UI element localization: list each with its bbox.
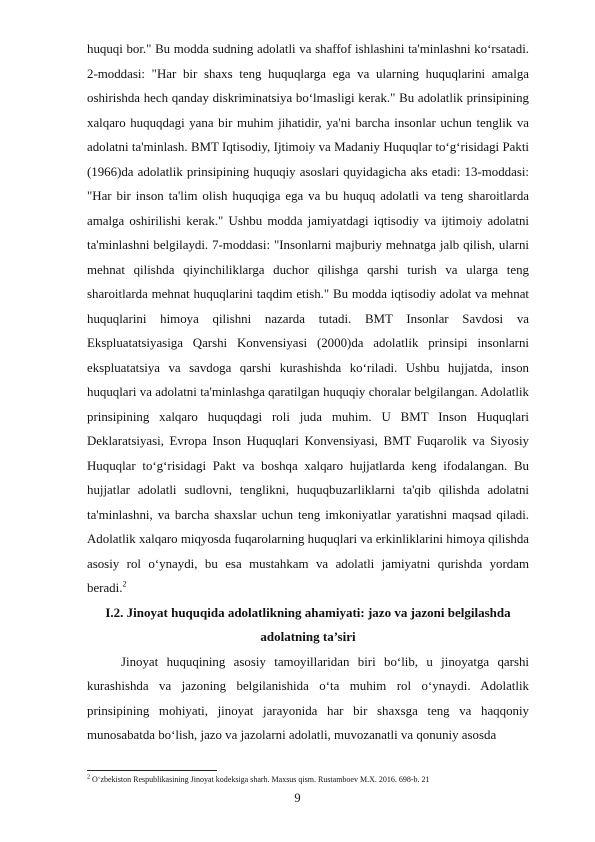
section-heading-line-2: adolatning ta’siri [260, 629, 356, 644]
footnote-number: 2 [87, 774, 90, 781]
footnote-text: O‘zbekiston Respublikasining Jinoyat kodeksiga sharh. Maxsus qism. Rustamboev M.X. 2016. 698-b. 21 [90, 775, 430, 784]
page-number: 9 [294, 791, 301, 805]
paragraph-1 [87, 37, 529, 601]
footnote-reference: 2 [122, 579, 127, 589]
section-heading [87, 601, 529, 650]
body-text [87, 37, 529, 748]
paragraph-1-text: huquqi bor." Bu modda sudning adolatli va shaffof ishlashini ta'minlashni ko‘rsatadi. 2-moddasi: "Har bir shaxs teng huquqlarga ega va ularning huquqlarini amalga oshirishda hech qanday diskriminatsiya bo‘lmasligi kerak." Bu adolatlik prinsipining xalqaro huquqdagi yana bir muhim jihatidir, ya'ni barcha insonlar uchun tenglik va adolatni ta'minlash. BMT Iqtisodiy, Ijtimoiy va Madaniy Huquqlar to‘g‘risidagi Pakti (1966)da adolatlik prinsipining huquqiy asoslari quyidagicha aks etadi: 13-moddasi: "Har bir inson ta'lim olish huquqiga ega va bu huquq adolatli va teng sharoitlarda amalga oshirilishi kerak." Ushbu modda jamiyatdagi iqtisodiy va ijtimoiy adolatni ta'minlashni belgilaydi. 7-moddasi: "Insonlarni majburiy mehnatga jalb qilish, ularni mehnat qilishda qiyinchiliklarga duchor qilishga qarshi turish va ularga teng sharoitlarda mehnat huquqlarini taqdim etish." Bu modda iqtisodiy adolat va mehnat huquqlarini himoya qilishni nazarda tutadi. BMT Insonlar Savdosi va Ekspluatatsiyasiga Qarshi Konvensiyasi (2000)da adolatlik prinsipi insonlarni ekspluatatsiya va savdoga qarshi kurashishda ko‘riladi. Ushbu hujjatda, inson huquqlari va adolatni ta'minlashga qaratilgan huquqiy choralar belgilangan. Adolatlik prinsipining xalqaro huquqdagi roli juda muhim. U BMT Inson Huquqlari Deklaratsiyasi, Evropa Inson Huquqlari Konvensiyasi, BMT Fuqarolik va Siyosiy Huquqlar to‘g‘risidagi Pakt va boshqa xalqaro hujjatlarda keng ifodalangan. Bu hujjatlar adolatli sudlovni, tenglikni, huquqbuzarliklarni ta'qib qilishda adolatni ta'minlashni, va barcha shaxslar uchun teng imkoniyatlar yaratishni maqsad qiladi. Adolatlik xalqaro miqyosda fuqarolarning huquqlari va erkinliklarini himoya qilishda asosiy rol o‘ynaydi, bu esa mustahkam va adolatli jamiyatni qurishda yordam beradi. [87, 42, 529, 595]
footnote-divider [87, 770, 217, 771]
section-heading-line-1: I.2. Jinoyat huquqida adolatlikning ahamiyati: jazo va jazoni belgilashda [105, 604, 511, 620]
footnote [87, 774, 529, 785]
paragraph-2: Jinoyat huquqining asosiy tamoyillaridan biri bo‘lib, u jinoyatga qarshi kurashishda va jazoning belgilanishida o‘ta muhim rol o‘ynaydi. Adolatlik prinsipining mohiyati, jinoyat jarayonida har bir shaxsga teng va haqqoniy munosabatda bo‘lish, jazo va jazolarni adolatli, muvozanatli va qonuniy asosda [87, 654, 529, 742]
